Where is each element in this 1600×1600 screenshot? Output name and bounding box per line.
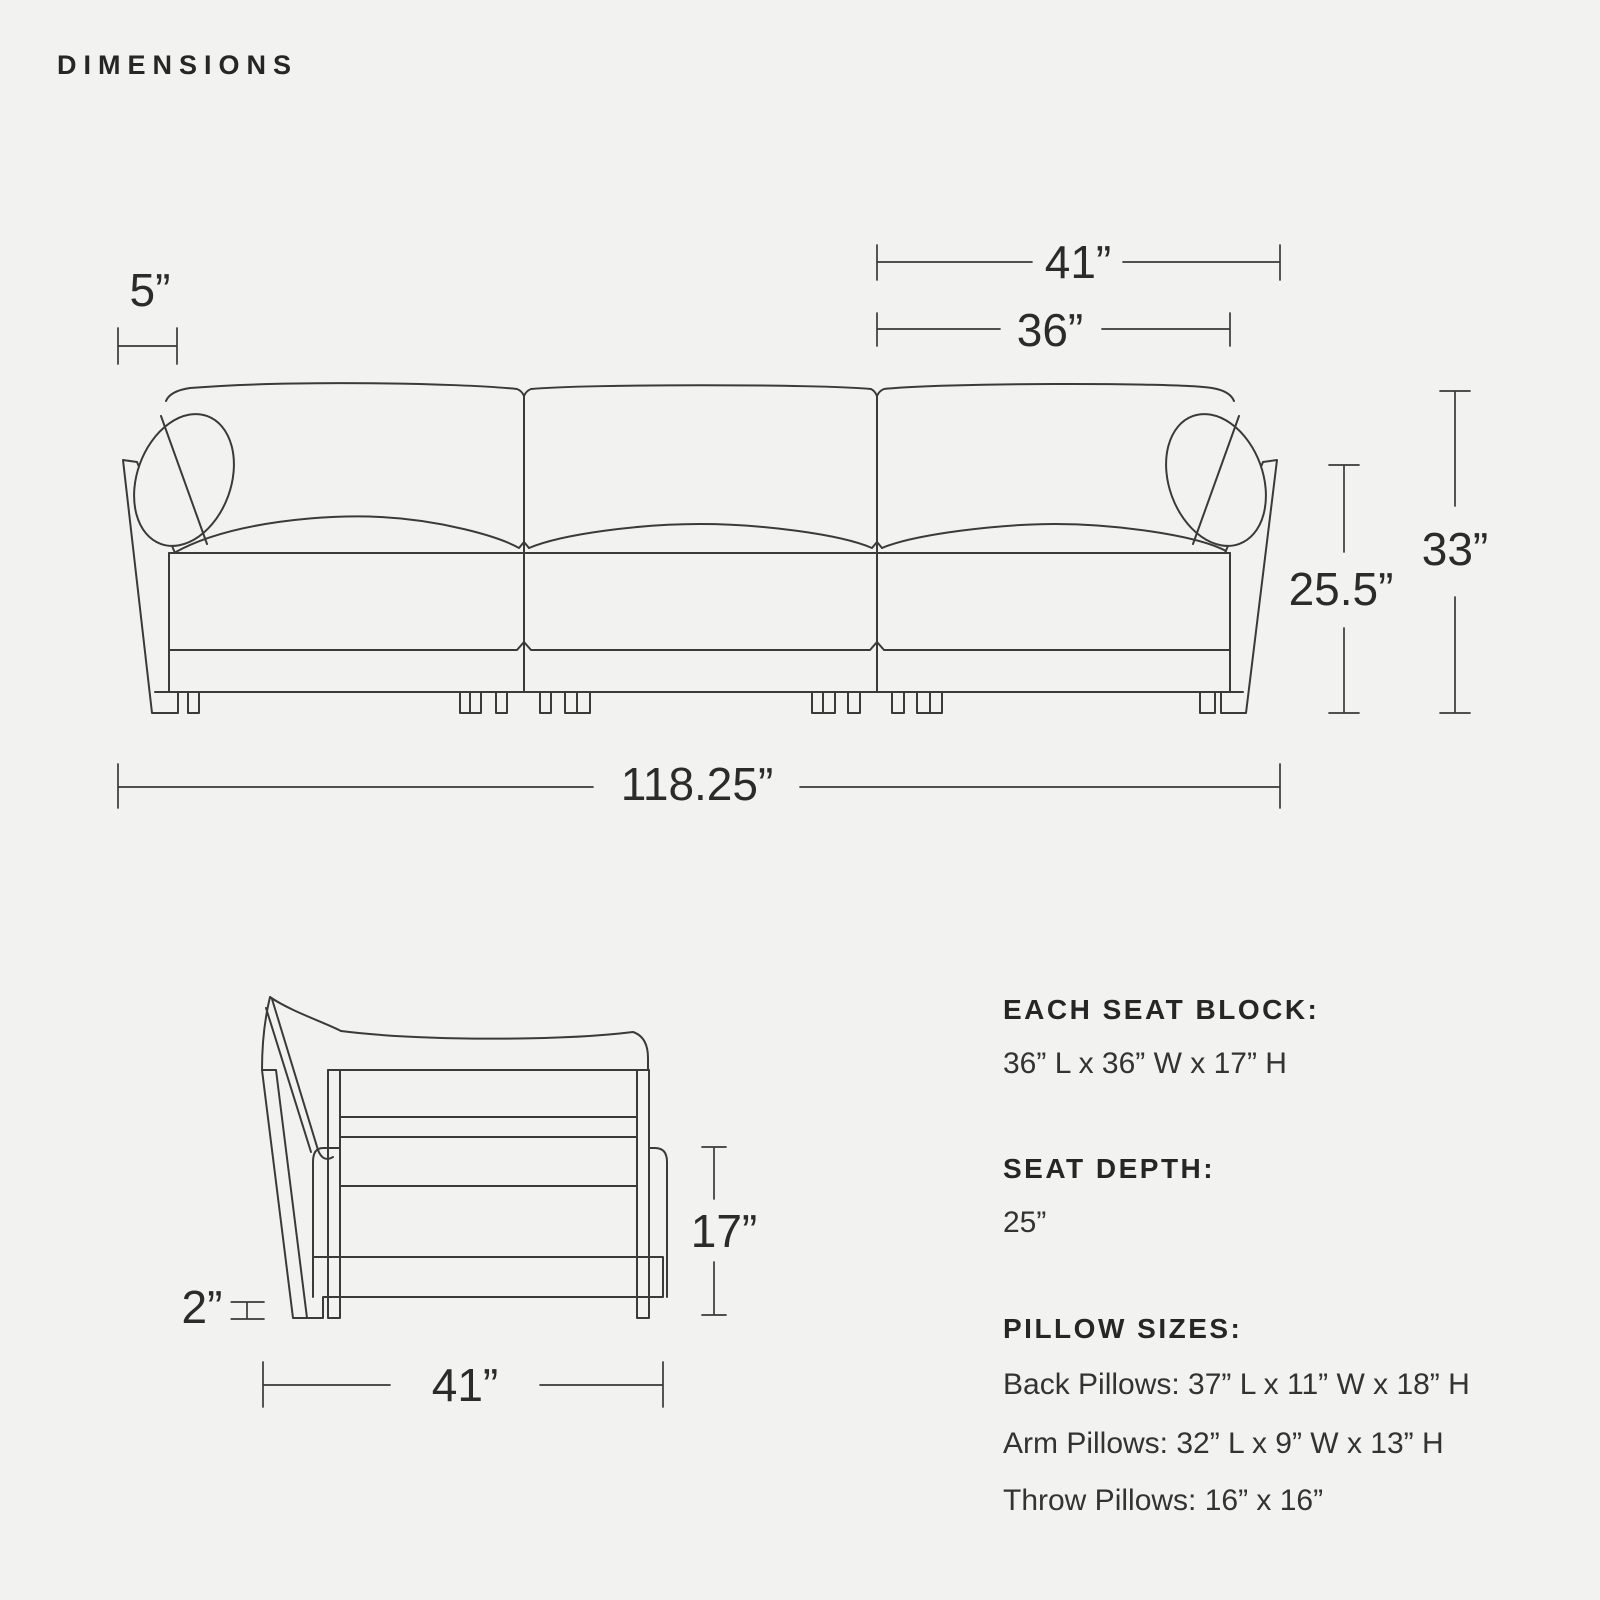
dim-label-seat-width: 36”: [1009, 307, 1091, 353]
side-seat-top-edge: [341, 1031, 648, 1070]
front-seat-cushion-curve-1: [174, 516, 529, 553]
spec-heading-seat-block: EACH SEAT BLOCK:: [1003, 994, 1320, 1025]
side-seat-cushion-left-end: [313, 1148, 340, 1257]
dim-line-leg-height: [231, 1302, 264, 1319]
spec-heading-seat-depth: SEAT DEPTH:: [1003, 1153, 1216, 1184]
front-seat-cushion-curve-2: [529, 524, 882, 548]
sofa-side-view: [262, 997, 667, 1318]
side-back-cushion: [262, 997, 341, 1159]
dim-label-leg-height: 2”: [174, 1284, 231, 1330]
side-frame-left-post: [328, 1070, 340, 1318]
dim-label-back-height: 25.5”: [1281, 566, 1402, 612]
dim-label-overall-height: 33”: [1414, 526, 1496, 572]
spec-value-back-pillows: Back Pillows: 37” L x 11” W x 18” H: [1003, 1368, 1470, 1401]
front-dimension-lines: [118, 245, 1470, 808]
spec-value-seat-depth: 25”: [1003, 1206, 1047, 1239]
front-back-cushion-outline: [166, 383, 1234, 401]
front-legs: [188, 692, 1215, 713]
side-base-band: [313, 1257, 663, 1297]
front-cushion-bottom-line: [169, 642, 1230, 650]
spec-heading-pillow-sizes: PILLOW SIZES:: [1003, 1313, 1243, 1344]
spec-value-throw-pillows: Throw Pillows: 16” x 16”: [1003, 1484, 1324, 1517]
dim-label-overall-width: 118.25”: [613, 761, 782, 807]
dim-label-depth: 41”: [424, 1362, 506, 1408]
spec-value-seat-block: 36” L x 36” W x 17” H: [1003, 1047, 1287, 1080]
dim-label-seat-with-arm-width: 41”: [1037, 239, 1119, 285]
dim-line-arm-width: [118, 328, 177, 364]
side-frame-right-post: [637, 1070, 649, 1318]
side-seat-cushion-right-end: [649, 1148, 667, 1297]
sofa-front-view: [117, 383, 1284, 713]
front-left-arm-pillow: [117, 400, 252, 560]
spec-value-arm-pillows: Arm Pillows: 32” L x 9” W x 13” H: [1003, 1427, 1444, 1460]
dim-label-frame-height: 17”: [683, 1208, 765, 1254]
front-seat-cushion-curve-3: [882, 524, 1226, 551]
page-title: DIMENSIONS: [57, 50, 299, 80]
front-right-arm-pillow: [1149, 400, 1284, 560]
side-frame-rails: [340, 1117, 637, 1186]
dim-label-arm-width: 5”: [122, 267, 179, 313]
